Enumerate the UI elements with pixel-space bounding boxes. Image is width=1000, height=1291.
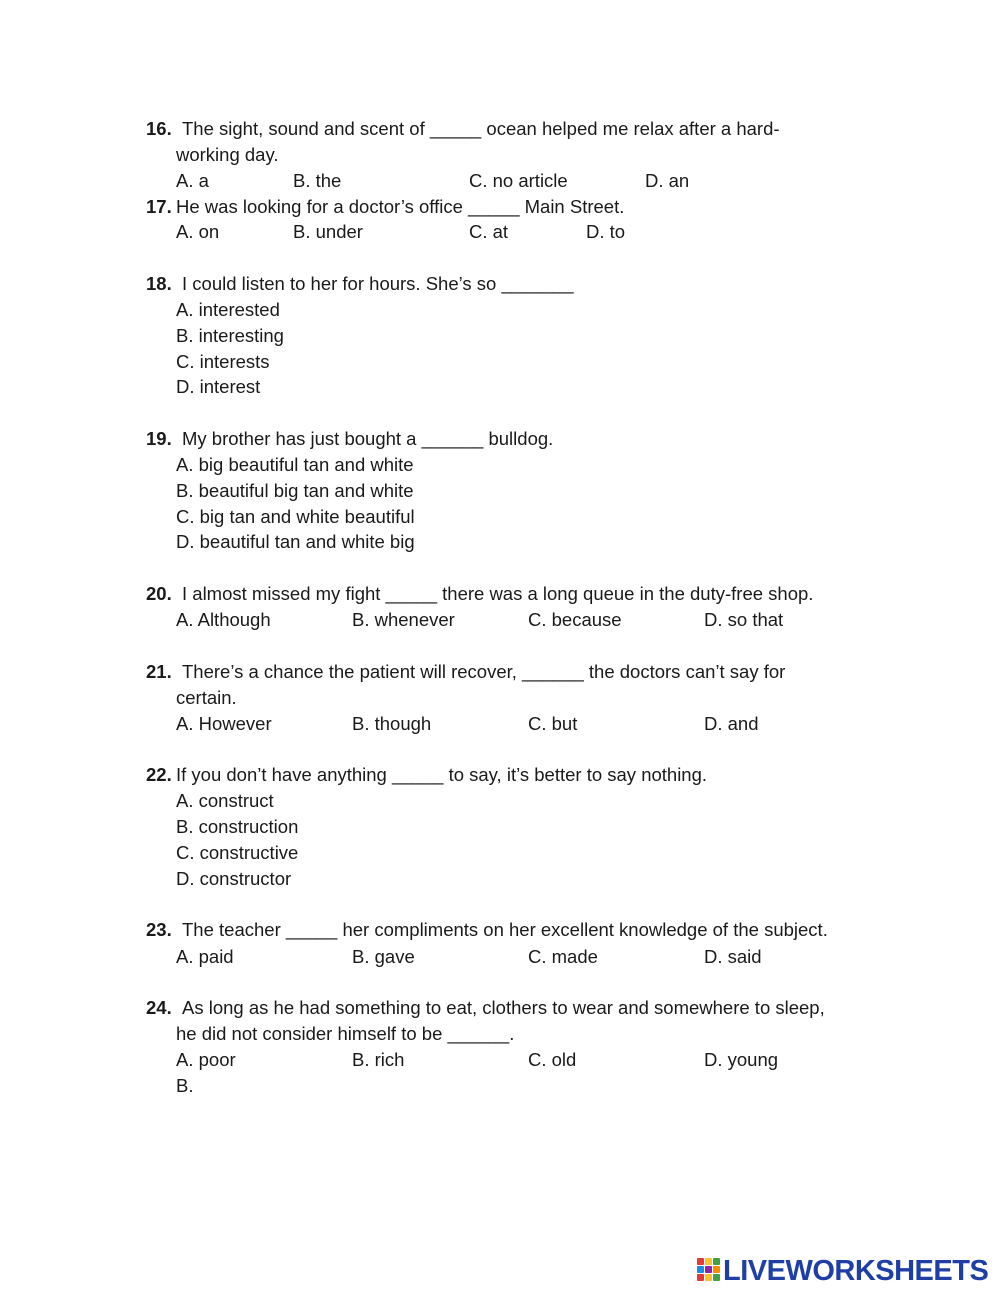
option-d[interactable]: D. and xyxy=(704,713,759,734)
option-a[interactable]: A. a xyxy=(176,170,209,191)
option-b[interactable]: B. the xyxy=(293,170,342,191)
question-text-cont: certain. xyxy=(176,687,237,708)
options-row xyxy=(176,946,826,968)
option-a[interactable]: A. Although xyxy=(176,609,271,630)
option-b[interactable]: B. under xyxy=(293,221,363,242)
logo-block xyxy=(697,1266,704,1273)
question-text: My brother has just bought a ______ bulldog. xyxy=(182,428,554,449)
options-row xyxy=(176,170,776,192)
logo-block xyxy=(713,1274,720,1281)
option-c[interactable]: C. no article xyxy=(469,170,568,191)
question-number: 16. xyxy=(146,118,172,139)
option-c[interactable]: C. made xyxy=(528,946,598,967)
logo-block xyxy=(705,1274,712,1281)
option-a[interactable]: A. poor xyxy=(176,1049,236,1070)
option-b[interactable]: B. whenever xyxy=(352,609,455,630)
option-c[interactable]: C. constructive xyxy=(176,842,299,863)
option-d[interactable]: D. so that xyxy=(704,609,784,630)
option-c[interactable]: C. at xyxy=(469,221,509,242)
option-b[interactable]: B. beautiful big tan and white xyxy=(176,480,414,501)
question-text: If you don’t have anything _____ to say, it’s better to say nothing. xyxy=(176,764,708,785)
option-d[interactable]: D. said xyxy=(704,946,762,967)
option-a[interactable]: A. on xyxy=(176,221,220,242)
logo-block xyxy=(713,1258,720,1265)
options-row xyxy=(176,713,826,735)
question-text: I almost missed my fight _____ there was a long queue in the duty-free shop. xyxy=(182,583,814,604)
option-b[interactable]: B. gave xyxy=(352,946,415,967)
logo-block xyxy=(705,1266,712,1273)
option-c[interactable]: C. but xyxy=(528,713,578,734)
option-c[interactable]: C. old xyxy=(528,1049,577,1070)
options-row xyxy=(176,1049,826,1071)
option-c[interactable]: C. big tan and white beautiful xyxy=(176,506,415,527)
question-text: The sight, sound and scent of _____ ocean helped me relax after a hard- xyxy=(182,118,780,139)
question-number: 22. xyxy=(146,764,172,785)
question-number: 18. xyxy=(146,273,172,294)
logo-block xyxy=(697,1274,704,1281)
option-d[interactable]: D. an xyxy=(645,170,690,191)
logo-text: LIVEWORKSHEETS xyxy=(723,1255,989,1287)
option-d[interactable]: D. young xyxy=(704,1049,779,1070)
option-a[interactable]: A. paid xyxy=(176,946,234,967)
question-text: The teacher _____ her compliments on her excellent knowledge of the subject. xyxy=(182,919,828,940)
logo-blocks-icon xyxy=(697,1258,723,1282)
question-number: 19. xyxy=(146,428,172,449)
logo-block xyxy=(705,1258,712,1265)
extra-option-text: B. xyxy=(176,1075,194,1096)
logo-block xyxy=(697,1258,704,1265)
option-a[interactable]: A. construct xyxy=(176,790,274,811)
question-text: I could listen to her for hours. She’s so _______ xyxy=(182,273,574,294)
options-row xyxy=(176,609,826,631)
option-b[interactable]: B. interesting xyxy=(176,325,284,346)
option-a[interactable]: A. interested xyxy=(176,299,280,320)
question-number: 21. xyxy=(146,661,172,682)
option-a[interactable]: A. However xyxy=(176,713,272,734)
question-text-cont: he did not consider himself to be ______. xyxy=(176,1023,515,1044)
option-d[interactable]: D. interest xyxy=(176,376,261,397)
logo-block xyxy=(713,1266,720,1273)
question-number: 17. xyxy=(146,196,172,217)
question-text: As long as he had something to eat, clothers to wear and somewhere to sleep, xyxy=(182,997,825,1018)
option-c[interactable]: C. because xyxy=(528,609,622,630)
question-number: 23. xyxy=(146,919,172,940)
option-a[interactable]: A. big beautiful tan and white xyxy=(176,454,414,475)
option-b[interactable]: B. rich xyxy=(352,1049,405,1070)
option-d[interactable]: D. to xyxy=(586,221,626,242)
option-d[interactable]: D. beautiful tan and white big xyxy=(176,531,415,552)
liveworksheets-logo xyxy=(697,1254,997,1288)
option-d[interactable]: D. constructor xyxy=(176,868,292,889)
question-text: He was looking for a doctor’s office _____ Main Street. xyxy=(176,196,625,217)
option-c[interactable]: C. interests xyxy=(176,351,270,372)
question-text-cont: working day. xyxy=(176,144,279,165)
options-row xyxy=(176,221,776,243)
question-text: There’s a chance the patient will recover, ______ the doctors can’t say for xyxy=(182,661,786,682)
option-b[interactable]: B. construction xyxy=(176,816,299,837)
question-number: 24. xyxy=(146,997,172,1018)
option-b[interactable]: B. though xyxy=(352,713,432,734)
question-number: 20. xyxy=(146,583,172,604)
